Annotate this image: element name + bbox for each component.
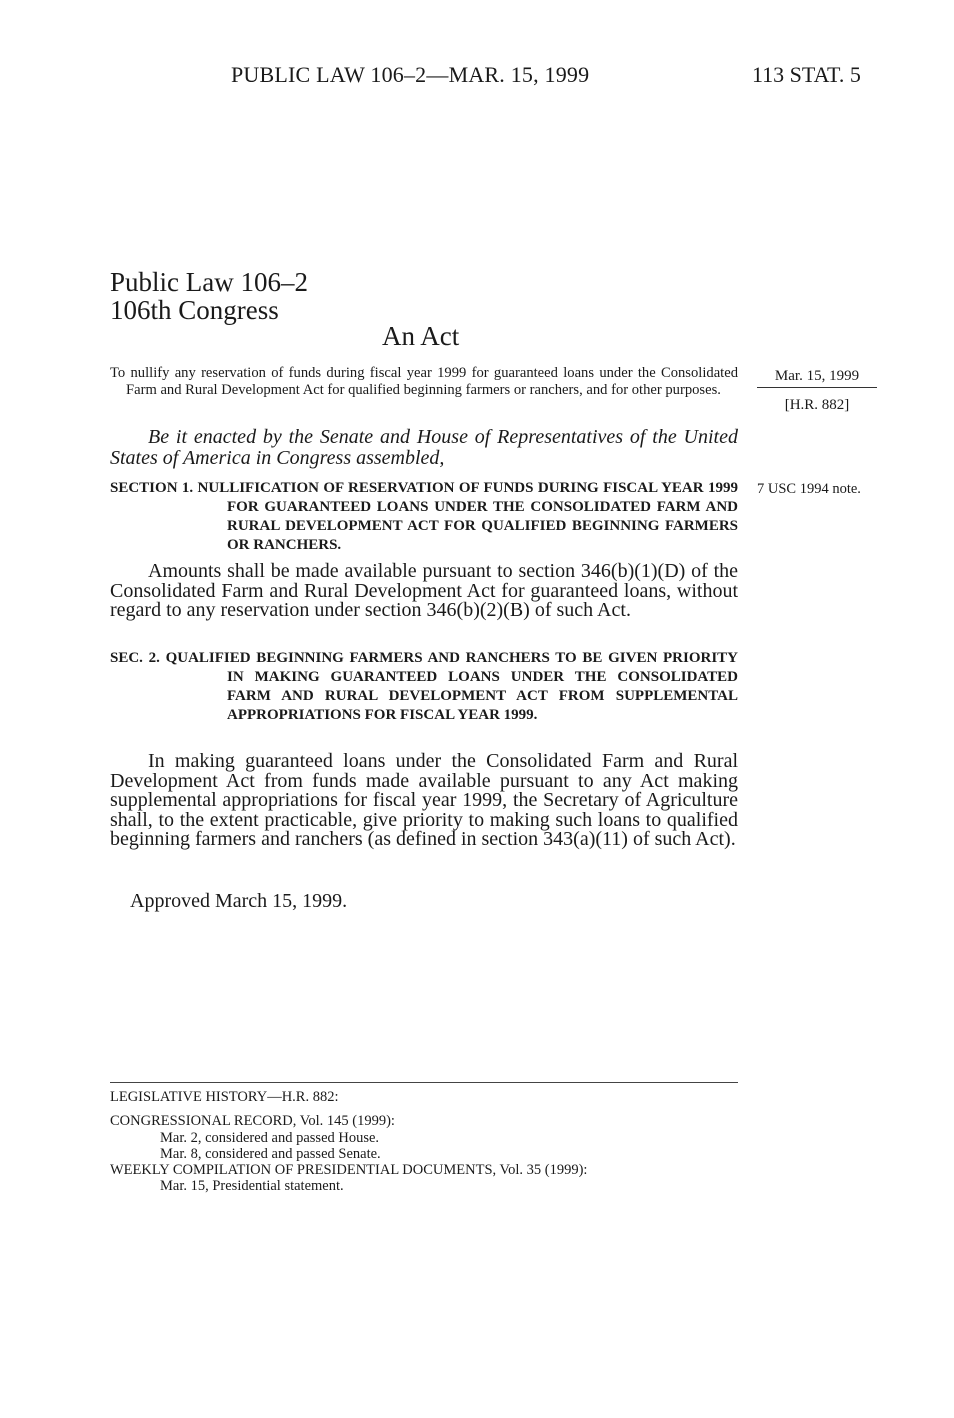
congressional-record-heading: CONGRESSIONAL RECORD, Vol. 145 (1999):	[110, 1113, 395, 1129]
history-entry: Mar. 8, considered and passed Senate.	[160, 1146, 381, 1162]
margin-note-date: Mar. 15, 1999	[774, 368, 860, 384]
congress-number: 106th Congress	[110, 295, 279, 325]
statute-page-reference: 113 STAT. 5	[752, 62, 861, 87]
section-1-heading: SECTION 1. NULLIFICATION OF RESERVATION OF FUNDS DURING FISCAL YEAR 1999 FOR GUARANTEED LOANS UNDER THE CONSOLIDATED FARM AND RURAL DEVELOPMENT ACT FOR QUALIFIED BEGINNING FARMERS OR RANCHERS.	[110, 480, 738, 553]
margin-note-bill: [H.R. 882]	[784, 397, 850, 413]
legislative-history-title: LEGISLATIVE HISTORY—H.R. 882:	[110, 1089, 339, 1105]
enacting-clause: Be it enacted by the Senate and House of Representatives of the United States of America in Congress assembled,	[110, 426, 738, 469]
section-2-heading: SEC. 2. QUALIFIED BEGINNING FARMERS AND RANCHERS TO BE GIVEN PRIORITY IN MAKING GUARANTEED LOANS UNDER THE CONSOLIDATED FARM AND RURAL DEVELOPMENT ACT FROM SUPPLEMENTAL APPROPRIATIONS FOR FISCAL YEAR 1999.	[110, 650, 738, 723]
act-heading: An Act	[382, 321, 460, 351]
law-title: Public Law 106–2	[110, 267, 308, 297]
long-title: To nullify any reservation of funds during fiscal year 1999 for guaranteed loans under the Consolidated Farm and Rural Development Act for qualified beginning farmers or ranchers, and for other purposes.	[110, 365, 738, 398]
margin-note-rule	[757, 387, 877, 388]
history-entry: Mar. 2, considered and passed House.	[160, 1130, 380, 1146]
history-divider	[110, 1082, 738, 1083]
section-2-text: In making guaranteed loans under the Consolidated Farm and Rural Development Act from funds made available pursuant to any Act making supplemental appropriations for fiscal year 1999, the Secretary of Agriculture shall, to the extent practicable, give priority to making such loans to qualified beginning farmers and ranchers (as defined in section 343(a)(11) of such Act).	[110, 750, 738, 850]
running-head: PUBLIC LAW 106–2—MAR. 15, 1999	[231, 62, 590, 87]
history-entry: Mar. 15, Presidential statement.	[160, 1178, 344, 1194]
margin-note-usc: 7 USC 1994 note.	[757, 481, 861, 497]
section-1-text: Amounts shall be made available pursuant to section 346(b)(1)(D) of the Consolidated Farm and Rural Development Act for guaranteed loans, without regard to any reservation under section 346(b)(2)(B) of such Act.	[110, 560, 738, 621]
weekly-compilation-heading: WEEKLY COMPILATION OF PRESIDENTIAL DOCUMENTS, Vol. 35 (1999):	[110, 1162, 588, 1178]
approval-line: Approved March 15, 1999.	[130, 890, 348, 912]
